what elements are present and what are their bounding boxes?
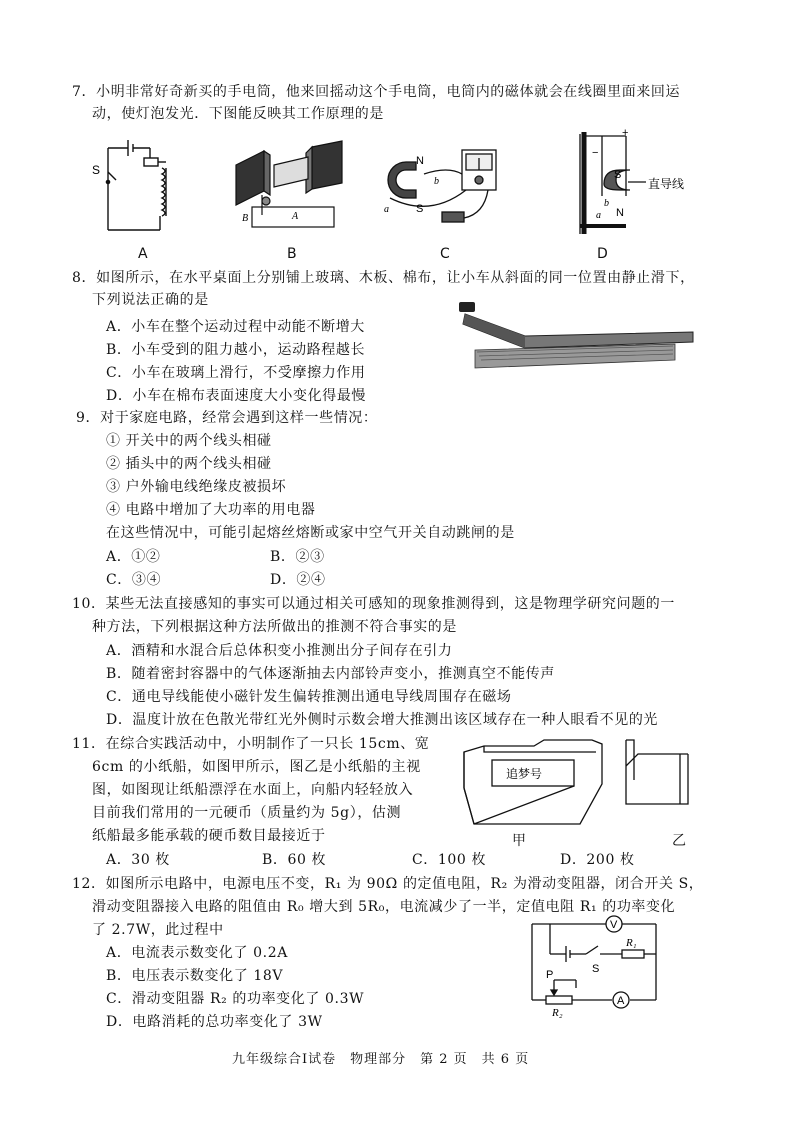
- q11-option-d: D．200 枚: [560, 852, 635, 868]
- page-footer: 九年级综合Ⅰ试卷 物理部分 第 2 页 共 6 页: [232, 1052, 530, 1067]
- q7c-label-n: N: [416, 155, 424, 167]
- q7d-label-minus: −: [592, 147, 599, 159]
- q7d-label-b: b: [604, 198, 609, 209]
- q7-option-c-label: C: [440, 246, 450, 262]
- q7-stem-line2: 动，使灯泡发光．下图能反映其工作原理的是: [92, 106, 384, 122]
- q7-figure-d: [566, 126, 696, 241]
- q10-option-c: C．通电导线能使小磁针发生偏转推测出通电导线周围存在磁场: [106, 689, 512, 705]
- q11-boat-figure-yi: [620, 736, 700, 810]
- q7a-label-s: S: [92, 163, 101, 177]
- q11-stem-line2: 6cm 的小纸船，如图甲所示，图乙是小纸船的主视: [92, 759, 421, 775]
- q12-stem-line3: 了 2.7W，此过程中: [92, 922, 224, 938]
- q11-boat-figure-jia: [458, 738, 608, 828]
- q11-stem-line3: 图，如图现让纸船漂浮在水面上，向船内轻轻放入: [92, 782, 414, 798]
- q8-stem-line2: 下列说法正确的是: [92, 292, 209, 308]
- q7d-label-wire: 直导线: [648, 177, 685, 191]
- q11-stem-line5: 纸船最多能承载的硬币数目最接近于: [92, 828, 326, 844]
- q12-option-b: B．电压表示数变化了 18V: [106, 968, 284, 984]
- q10-option-a: A．酒精和水混合后总体积变小推测出分子间存在引力: [106, 643, 453, 659]
- q11-boat-name: 追梦号: [506, 767, 543, 781]
- q11-stem-line4: 目前我们常用的一元硬币（质量约为 5g），估测: [92, 805, 402, 821]
- q8-ramp-figure: [455, 292, 695, 372]
- q7c-label-s: S: [416, 203, 424, 215]
- q12-r2-label: R₂: [552, 1007, 563, 1019]
- q11-option-c: C．100 枚: [412, 852, 487, 868]
- q10-option-b: B．随着密封容器中的气体逐渐抽去内部铃声变小，推测真空不能传声: [106, 666, 555, 682]
- q12-option-a: A．电流表示数变化了 0.2A: [106, 945, 288, 961]
- q12-voltmeter-label: V: [610, 919, 618, 931]
- q7c-label-a: a: [384, 204, 389, 215]
- q9-stem-line1: 9．对于家庭电路，经常会遇到这样一些情况：: [76, 410, 378, 426]
- q7-stem-line1: 7．小明非常好奇新买的手电筒，他来回摇动这个手电筒，电筒内的磁体就会在线圈里面来回运: [72, 84, 681, 100]
- q7d-label-n: N: [616, 207, 624, 219]
- q8-stem-line1: 8．如图所示，在水平桌面上分别铺上玻璃、木板、棉布，让小车从斜面的同一位置由静止滑下，: [72, 270, 695, 286]
- q12-ammeter-label: A: [617, 995, 625, 1007]
- q8-option-a: A．小车在整个运动过程中动能不断增大: [106, 319, 365, 335]
- q12-slider-label: P: [546, 969, 554, 981]
- q11-option-b: B．60 枚: [262, 852, 327, 868]
- q9-item-1: ① 开关中的两个线头相碰: [106, 433, 272, 449]
- q7-option-b-label: B: [287, 246, 297, 262]
- q9-item-4: ④ 电路中增加了大功率的用电器: [106, 502, 316, 518]
- q10-stem-line2: 种方法，下列根据这种方法所做出的推测不符合事实的是: [92, 619, 457, 635]
- q9-option-d: D．②④: [270, 572, 326, 588]
- q9-stem-line2: 在这些情况中，可能引起熔丝熔断或家中空气开关自动跳闸的是: [106, 525, 515, 541]
- q9-option-b: B．②③: [270, 549, 325, 565]
- q9-item-3: ③ 户外输电线绝缘皮被损坏: [106, 479, 287, 495]
- q7c-label-b: b: [434, 176, 439, 187]
- q12-option-d: D．电路消耗的总功率变化了 3W: [106, 1014, 323, 1030]
- q7d-label-s: S: [614, 169, 622, 181]
- q8-option-b: B．小车受到的阻力越小，运动路程越长: [106, 342, 366, 358]
- q12-option-c: C．滑动变阻器 R₂ 的功率变化了 0.3W: [106, 991, 365, 1007]
- q12-stem-line1: 12．如图所示电路中，电源电压不变，R₁ 为 90Ω 的定值电阻，R₂ 为滑动变阻器，闭合开关 S，: [72, 876, 704, 892]
- q9-option-c: C．③④: [106, 572, 162, 588]
- q8-option-c: C．小车在玻璃上滑行，不受摩擦力作用: [106, 365, 366, 381]
- q12-switch-label: S: [592, 963, 600, 975]
- q8-option-d: D．小车在棉布表面速度大小变化得最慢: [106, 388, 367, 404]
- q7-option-d-label: D: [597, 246, 608, 262]
- q7-figure-a: [88, 130, 198, 240]
- q7d-label-plus: +: [622, 127, 629, 139]
- q9-option-a: A．①②: [106, 549, 161, 565]
- q7-figure-c: [376, 140, 506, 240]
- q10-option-d: D．温度计放在色散光带红光外侧时示数会增大推测出该区域存在一种人眼看不见的光: [106, 712, 659, 728]
- q7b-label-a: A: [292, 211, 299, 222]
- q11-fig-label-jia: 甲: [512, 833, 526, 849]
- q7-option-a-label: A: [138, 246, 148, 262]
- q9-item-2: ② 插头中的两个线头相碰: [106, 456, 272, 472]
- q12-r1-label: R₁: [626, 937, 637, 949]
- q11-fig-label-yi: 乙: [672, 833, 686, 849]
- q12-circuit-diagram: [526, 916, 666, 1019]
- q11-option-a: A．30 枚: [106, 852, 170, 868]
- q12-stem-line2: 滑动变阻器接入电路的阻值由 R₀ 增大到 5R₀，电流减少了一半，定值电阻 R₁ 的功率变化: [92, 899, 676, 915]
- q10-stem-line1: 10．某些无法直接感知的事实可以通过相关可感知的现象推测得到，这是物理学研究问题的一: [72, 596, 676, 612]
- q7b-label-b: B: [242, 213, 249, 224]
- q7d-label-a: a: [596, 210, 601, 221]
- q7-figure-b: [232, 135, 352, 230]
- q11-stem-line1: 11．在综合实践活动中，小明制作了一只长 15cm、宽: [72, 736, 430, 752]
